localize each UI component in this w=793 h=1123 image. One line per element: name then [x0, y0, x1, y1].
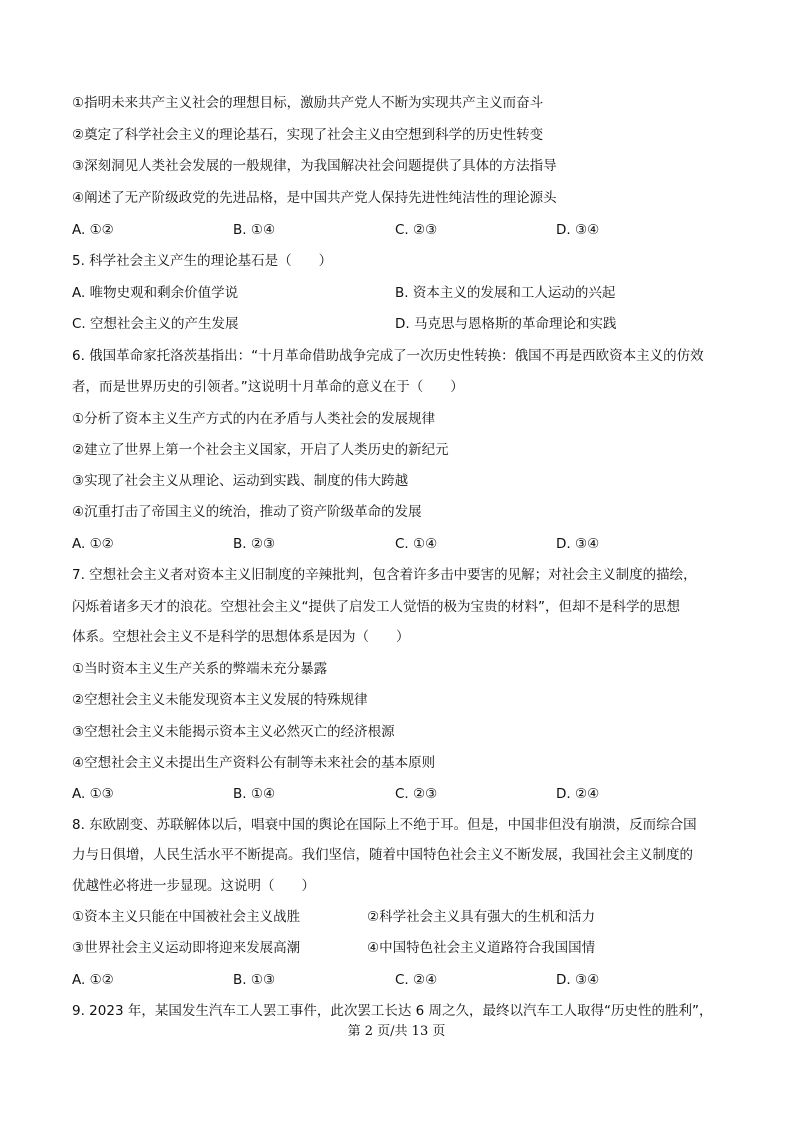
q6-item-3: ③实现了社会主义从理论、运动到实践、制度的伟大跨越 [72, 473, 409, 489]
q7-item-1: ①当时资本主义生产关系的弊端未充分暴露 [72, 661, 328, 677]
q6-item-4: ④沉重打击了帝国主义的统治，推动了资产阶级革命的发展 [72, 504, 422, 520]
q8-item-3: ③世界社会主义运动即将迎来发展高潮 [72, 940, 301, 956]
q6-item-1: ①分析了资本主义生产方式的内在矛盾与人类社会的发展规律 [72, 411, 436, 427]
q8-stem-line-3: 优越性必将进一步显现。这说明（ ） [72, 878, 315, 894]
q4-choice-c: C. ②③ [395, 222, 438, 238]
q6-choice-c: C. ①④ [395, 536, 438, 552]
q6-stem-line-1: 6. 俄国革命家托洛茨基指出：“十月革命借助战争完成了一次历史性转换：俄国不再是西欧资本主义的仿效 [72, 348, 704, 364]
q7-choice-c: C. ②③ [395, 786, 438, 802]
q4-item-2: ②奠定了科学社会主义的理论基石，实现了社会主义由空想到科学的历史性转变 [72, 127, 544, 143]
q8-item-4: ④中国特色社会主义道路符合我国国情 [367, 940, 596, 956]
q7-stem-line-2: 闪烁着诸多天才的浪花。空想社会主义“提供了启发工人觉悟的极为宝贵的材料”，但却不是科学的思想 [72, 599, 680, 615]
q7-choice-d: D. ②④ [556, 786, 600, 802]
q7-item-2: ②空想社会主义未能发现资本主义发展的特殊规律 [72, 692, 368, 708]
q4-item-1: ①指明未来共产主义社会的理想目标，激励共产党人不断为实现共产主义而奋斗 [72, 95, 544, 111]
q4-choice-b: B. ①④ [233, 222, 276, 238]
q9-stem-line-1: 9. 2023 年，某国发生汽车工人罢工事件，此次罢工长达 6 周之久，最终以汽车工人取得“历史性的胜利”， [72, 1003, 713, 1019]
q7-choice-b: B. ①④ [233, 786, 276, 802]
q8-stem-line-2: 力与日俱增，人民生活水平不断提高。我们坚信，随着中国特色社会主义不断发展，我国社会主义制度的 [72, 847, 693, 863]
q7-item-4: ④空想社会主义未提出生产资料公有制等未来社会的基本原则 [72, 755, 436, 771]
q8-item-1: ①资本主义只能在中国被社会主义战胜 [72, 909, 301, 925]
q6-choice-d: D. ③④ [556, 536, 600, 552]
q8-choice-c: C. ②④ [395, 972, 438, 988]
q8-choice-d: D. ③④ [556, 972, 600, 988]
q8-item-2: ②科学社会主义具有强大的生机和活力 [367, 909, 596, 925]
q6-stem-line-2: 者，而是世界历史的引领者。”这说明十月革命的意义在于（ ） [72, 379, 464, 395]
q5-stem: 5. 科学社会主义产生的理论基石是（ ） [72, 253, 333, 269]
q5-choice-d: D. 马克思与恩格斯的革命理论和实践 [395, 316, 617, 332]
q5-choice-a: A. 唯物史观和剩余价值学说 [72, 285, 239, 301]
q8-choice-a: A. ①② [72, 972, 114, 988]
q7-choice-a: A. ①③ [72, 786, 114, 802]
page-number-footer: 第 2 页/共 13 页 [347, 1024, 446, 1039]
q5-choice-b: B. 资本主义的发展和工人运动的兴起 [395, 285, 616, 301]
q8-choice-b: B. ①③ [233, 972, 276, 988]
q4-choice-d: D. ③④ [556, 222, 600, 238]
q7-stem-line-1: 7. 空想社会主义者对资本主义旧制度的辛辣批判，包含着许多击中要害的见解；对社会主义制度的描绘， [72, 567, 697, 583]
q8-stem-line-1: 8. 东欧剧变、苏联解体以后，唱衰中国的舆论在国际上不绝于耳。但是，中国非但没有崩溃，反而综合国 [72, 817, 697, 833]
q5-choice-c: C. 空想社会主义的产生发展 [72, 316, 239, 332]
q4-item-3: ③深刻洞见人类社会发展的一般规律，为我国解决社会问题提供了具体的方法指导 [72, 158, 557, 174]
q4-item-4: ④阐述了无产阶级政党的先进品格，是中国共产党人保持先进性纯洁性的理论源头 [72, 190, 557, 206]
q6-choice-b: B. ②③ [233, 536, 276, 552]
q6-item-2: ②建立了世界上第一个社会主义国家，开启了人类历史的新纪元 [72, 442, 449, 458]
q4-choice-a: A. ①② [72, 222, 114, 238]
q6-choice-a: A. ①② [72, 536, 114, 552]
q7-stem-line-3: 体系。空想社会主义不是科学的思想体系是因为（ ） [72, 629, 410, 645]
q7-item-3: ③空想社会主义未能揭示资本主义必然灭亡的经济根源 [72, 724, 395, 740]
